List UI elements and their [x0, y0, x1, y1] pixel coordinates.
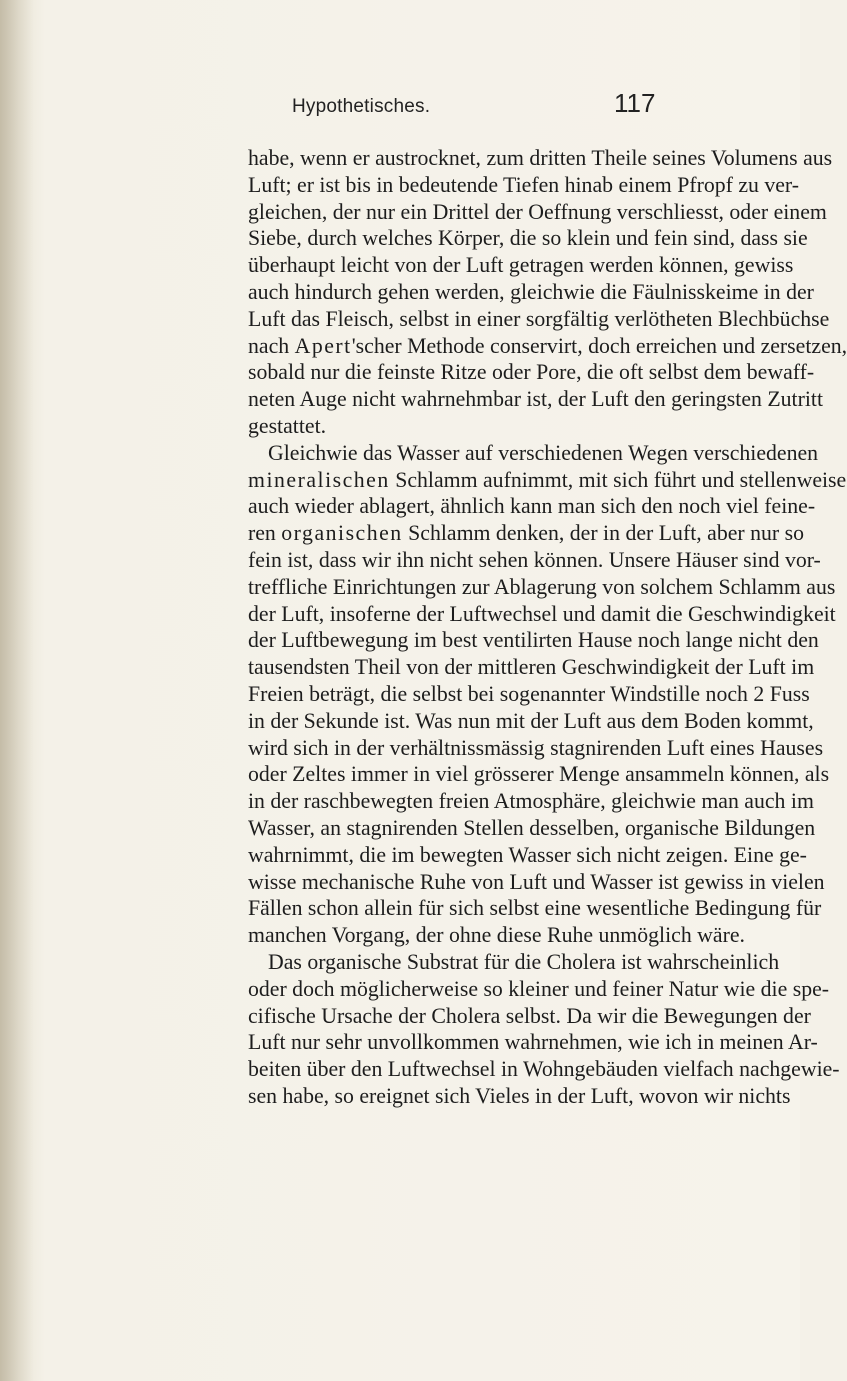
page-number: 117 — [614, 88, 656, 118]
text-segment: Schlamm denken, der in der Luft, aber nur so — [402, 521, 805, 546]
text-segment: auch wieder ablagert, ähnlich kann man sich den noch viel feine- — [248, 494, 816, 519]
body-text — [248, 145, 847, 1110]
text-line — [248, 815, 816, 842]
text-segment: habe, wenn er austrocknet, zum dritten Theile seines Volumens aus — [248, 146, 833, 170]
text-segment: überhaupt leicht von der Luft getragen werden können, gewiss — [248, 253, 794, 278]
text-line — [248, 252, 794, 279]
text-line — [248, 654, 815, 681]
text-line — [248, 467, 847, 494]
text-line — [248, 333, 847, 360]
text-segment: 'scher Methode conservirt, doch erreichen und zersetzen, — [351, 333, 847, 358]
text-segment: Freien beträgt, die selbst bei sogenannter Windstille noch 2 Fuss — [248, 681, 810, 706]
text-segment: Luft das Fleisch, selbst in einer sorgfältig verlötheten Blechbüchse — [248, 306, 830, 331]
text-segment: tausendsten Theil von der mittleren Geschwindigkeit der Luft im — [248, 655, 815, 680]
text-segment: Luft; er ist bis in bedeutende Tiefen hinab einem Pfropf zu ver- — [248, 172, 800, 197]
text-line — [248, 172, 800, 199]
text-segment: wahrnimmt, die im bewegten Wasser sich nicht zeigen. Eine ge- — [248, 842, 807, 867]
text-line — [248, 949, 780, 976]
text-line — [248, 627, 819, 654]
text-line — [248, 386, 824, 413]
spaced-emphasis: mineralischen — [248, 467, 390, 492]
text-segment: treffliche Einrichtungen zur Ablagerung von solchem Schlamm aus — [248, 574, 836, 599]
text-segment: in der raschbewegten freien Atmosphäre, gleichwie man auch im — [248, 789, 814, 814]
spaced-emphasis: organischen — [281, 521, 403, 546]
text-line — [248, 440, 819, 467]
text-line — [248, 520, 805, 547]
text-segment: nach — [248, 333, 295, 358]
text-segment: sen habe, so ereignet sich Vieles in der Luft, wovon wir nichts — [248, 1083, 791, 1108]
text-line — [248, 976, 830, 1003]
text-line — [248, 681, 810, 708]
text-segment: sobald nur die feinste Ritze oder Pore, die oft selbst dem bewaff- — [248, 360, 815, 385]
text-segment: ren — [248, 521, 282, 546]
spaced-emphasis: Apert — [294, 333, 352, 358]
text-line — [248, 1003, 811, 1030]
text-line — [248, 895, 822, 922]
text-segment: wird sich in der verhältnissmässig stagnirenden Luft eines Hauses — [248, 735, 824, 760]
text-line — [248, 708, 814, 735]
text-segment: Luft nur sehr unvollkommen wahrnehmen, wie ich in meinen Ar- — [248, 1030, 818, 1055]
text-line — [248, 359, 815, 386]
text-segment: fein ist, dass wir ihn nicht sehen können. Unsere Häuser sind vor- — [248, 547, 821, 572]
text-segment: der Luftbewegung im best ventilirten Hause noch lange nicht den — [248, 628, 819, 653]
text-segment: der Luft, insoferne der Luftwechsel und damit die Geschwindigkeit — [248, 601, 836, 626]
text-line — [248, 225, 808, 252]
text-line — [248, 601, 836, 628]
text-line — [248, 1056, 840, 1083]
text-segment: Wasser, an stagnirenden Stellen desselben, organische Bildungen — [248, 815, 816, 840]
text-segment: cifische Ursache der Cholera selbst. Da wir die Bewegungen der — [248, 1003, 811, 1028]
text-segment: Fällen schon allein für sich selbst eine wesentliche Bedingung für — [248, 896, 822, 921]
text-line — [248, 869, 825, 896]
text-segment: Gleichwie das Wasser auf verschiedenen Wegen verschiedenen — [268, 440, 819, 465]
text-segment: oder doch möglicherweise so kleiner und feiner Natur wie die spe- — [248, 976, 830, 1001]
text-line — [248, 574, 836, 601]
text-segment: neten Auge nicht wahrnehmbar ist, der Luft den geringsten Zutritt — [248, 387, 824, 412]
text-segment: manchen Vorgang, der ohne diese Ruhe unmöglich wäre. — [248, 923, 745, 948]
text-line — [248, 1083, 791, 1110]
text-segment: gleichen, der nur ein Drittel der Oeffnung verschliesst, oder einem — [248, 199, 827, 224]
text-segment: beiten über den Luftwechsel in Wohngebäuden vielfach nachgewie- — [248, 1057, 840, 1082]
text-segment: auch hindurch gehen werden, gleichwie die Fäulnisskeime in der — [248, 279, 814, 304]
text-line — [248, 493, 816, 520]
text-segment: Schlamm aufnimmt, mit sich führt und stellenweise — [389, 467, 847, 492]
text-line — [248, 788, 814, 815]
text-line — [248, 922, 745, 949]
text-line — [248, 735, 824, 762]
text-line — [248, 842, 807, 869]
text-segment: oder Zeltes immer in viel grösserer Menge ansammeln können, als — [248, 762, 830, 787]
running-head: Hypothetisches. — [292, 96, 431, 117]
page-gutter-shadow — [0, 0, 34, 1381]
text-segment: wisse mechanische Ruhe von Luft und Wasser ist gewiss in vielen — [248, 869, 825, 894]
text-line — [248, 413, 678, 440]
text-line — [248, 761, 830, 788]
text-line — [248, 306, 830, 333]
text-segment: Das organische Substrat für die Cholera ist wahrscheinlich — [268, 949, 780, 974]
text-line — [248, 199, 827, 226]
text-line — [248, 1029, 818, 1056]
text-line — [248, 547, 821, 574]
text-segment: in der Sekunde ist. Was nun mit der Luft aus dem Boden kommt, — [248, 708, 814, 733]
text-line — [248, 145, 833, 172]
text-line — [248, 279, 814, 306]
text-segment: gestattet. — [248, 413, 327, 438]
text-segment: Siebe, durch welches Körper, die so klein und fein sind, dass sie — [248, 226, 808, 251]
